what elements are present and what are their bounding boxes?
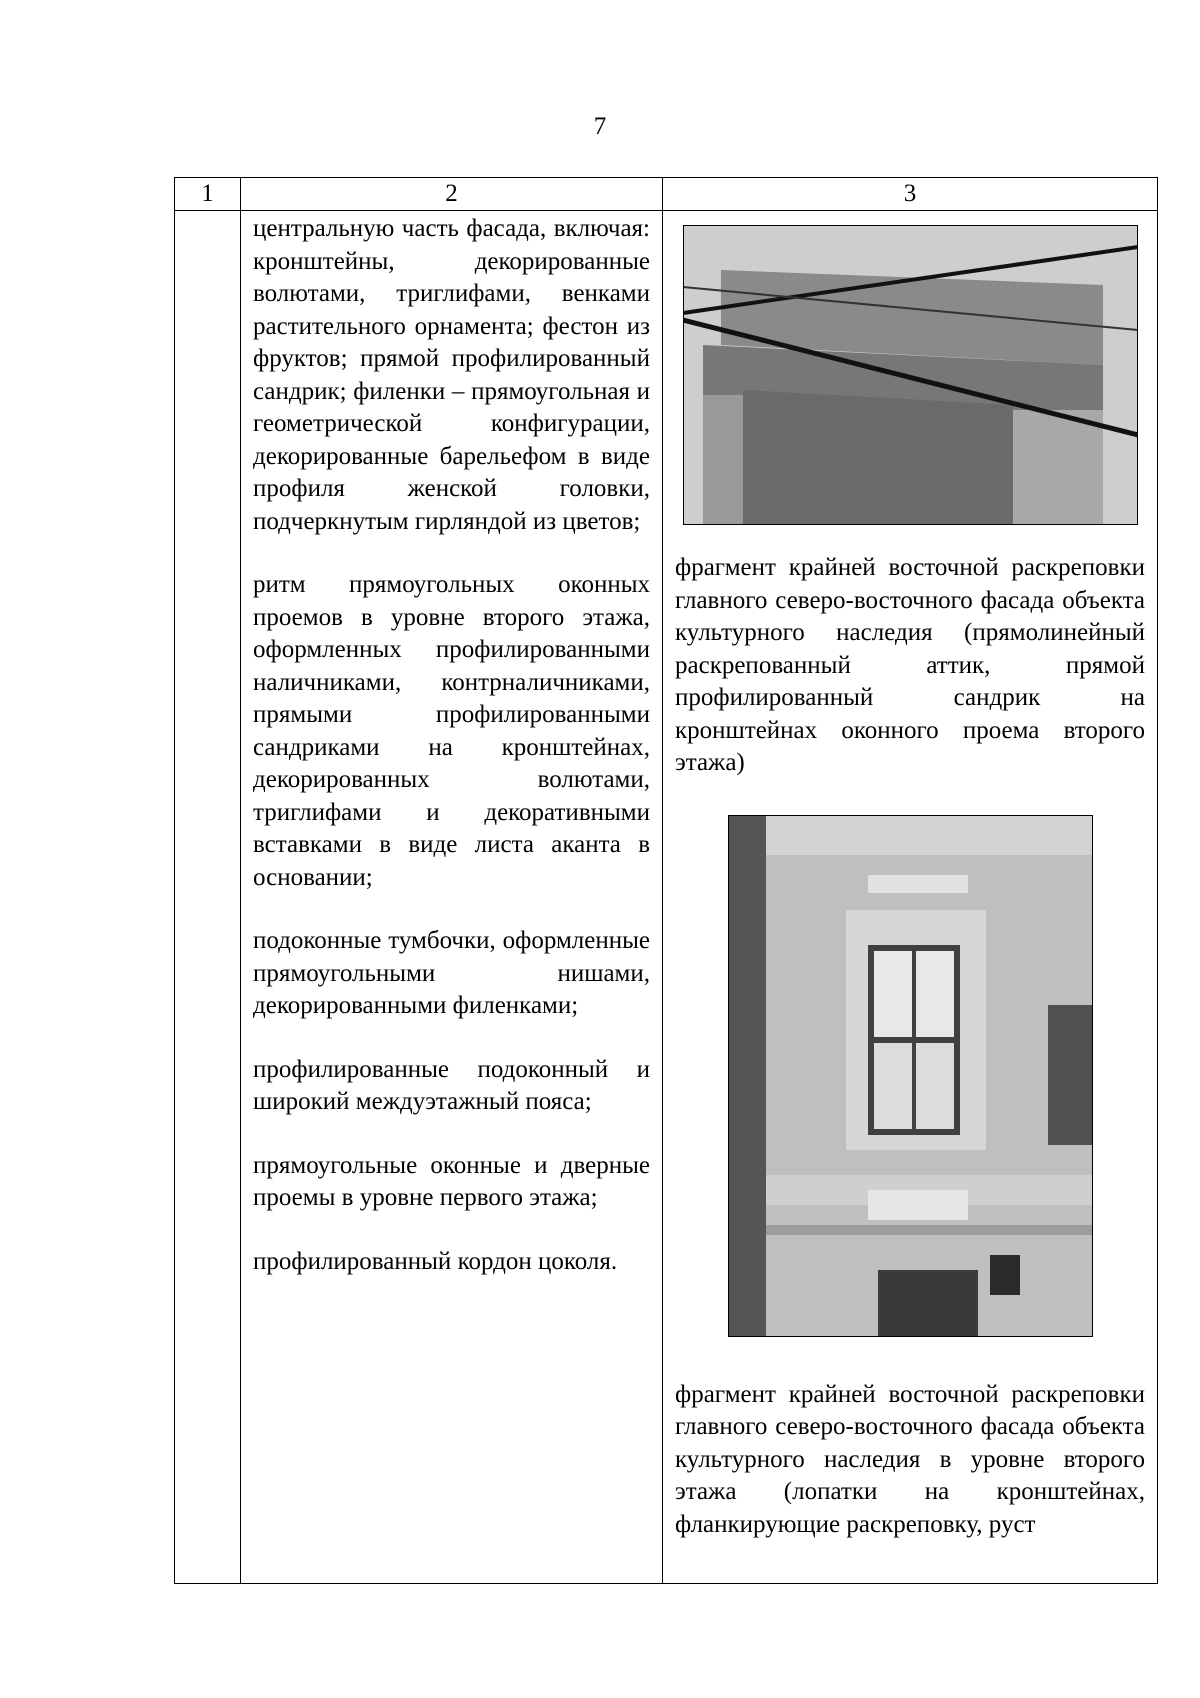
photo-caption-2: фрагмент крайней восточной раскреповки главного северо-восточного фасада объекта культурного наследия в уровне второго этажа (лопатки на кронштейнах, фланкирующие раскреповку, руст	[675, 1380, 1145, 1538]
facade-second-floor-photo	[728, 815, 1093, 1337]
description-paragraph-plinth: профилированный кордон цоколя.	[253, 1247, 618, 1275]
header-col-3: 3	[663, 178, 1158, 211]
heritage-elements-table	[174, 177, 1158, 1584]
header-col-1: 1	[175, 178, 241, 211]
table-row	[175, 211, 1158, 1584]
photo-caption-1: фрагмент крайней восточной раскреповки главного северо-восточного фасада объекта культурного наследия (прямолинейный раскрепованный аттик, прямой профилированный сандрик на кронштейнах оконного проема второго этажа)	[675, 554, 1145, 776]
page-number: 7	[593, 113, 607, 140]
description-paragraph-sills: подоконные тумбочки, оформленные прямоугольными нишами, декорированными филенками;	[253, 927, 650, 1019]
description-paragraph-central: центральную часть фасада, включая: кронштейны, декорированные волютами, триглифами, венками растительного орнамента; фестон из фруктов; прямой профилированный сандрик; филенки – прямоугольная и геометрической конфигурации, декорированные барельефом в виде профиля женской головки, подчеркнутым гирляндой из цветов;	[253, 215, 650, 535]
description-paragraph-windows: ритм прямоугольных оконных проемов в уровне второго этажа, оформленных профилированными наличниками, контрналичниками, прямыми профилированными сандриками на кронштейнах, декорированных волютами, триглифами и декоративными вставками в виде листа аканта в основании;	[253, 571, 650, 891]
table-header-row	[175, 178, 1158, 211]
row-number-cell	[175, 211, 241, 1584]
header-col-2: 2	[241, 178, 663, 211]
description-cell	[241, 211, 663, 1584]
description-paragraph-belts: профилированные подоконный и широкий междуэтажный пояса;	[253, 1055, 650, 1115]
photo-cell	[663, 211, 1158, 1584]
facade-attic-photo	[683, 225, 1138, 525]
description-paragraph-openings: прямоугольные оконные и дверные проемы в уровне первого этажа;	[253, 1151, 650, 1211]
